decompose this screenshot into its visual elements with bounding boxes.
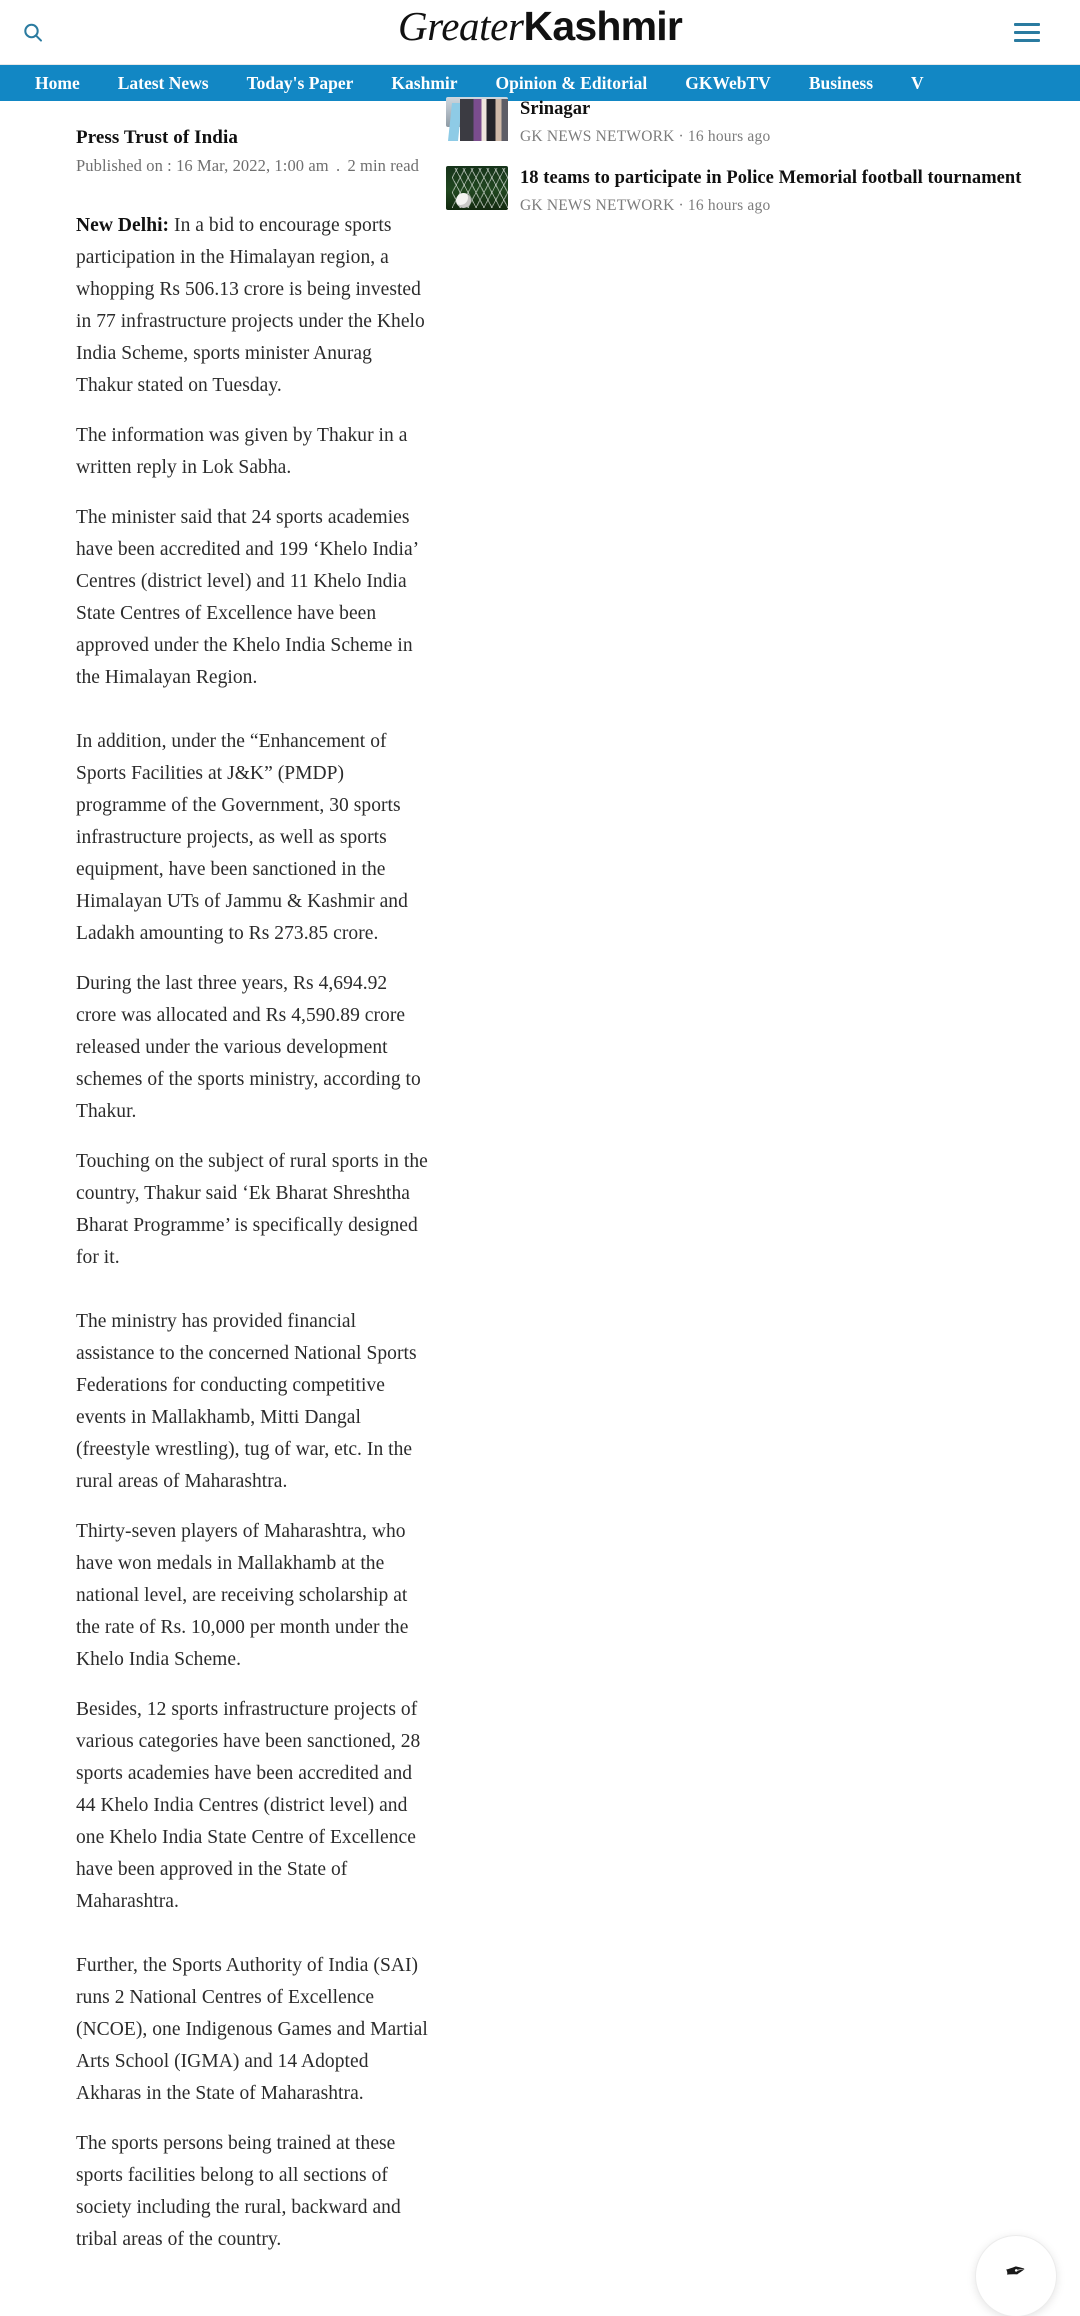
story-text [520,166,1080,215]
pen-icon: ✒ [1002,2255,1030,2288]
football-goal-thumbnail [446,166,508,210]
nav-item-latest-news[interactable]: Latest News [117,73,209,93]
read-time: 2 min read [347,156,419,175]
article-paragraph: Touching on the subject of rural sports in the country, Thakur said ‘Ek Bharat Shreshtha Bharat Programme’ is specifically designed for it. [76,1151,428,1268]
nav-item-business[interactable]: Business [808,73,874,93]
story-title[interactable]: 18 teams to participate in Police Memorial football tournament [520,168,1022,188]
hamburger-bar-3 [1014,39,1040,42]
article-paragraph: Besides, 12 sports infrastructure projects of various categories have been sanctioned, 28 sports academies have been accredited and 44 Khelo India Centres (district level) and one Khelo India State Centre of Excellence have been approved in the State of Maharashtra. [76,1699,421,1912]
logo-word-greater: Greater [398,3,524,49]
main-navigation[interactable] [0,65,1080,101]
article-paragraph [76,210,430,402]
hamburger-bar-1 [1014,23,1040,26]
nav-item-opinion-editorial[interactable]: Opinion & Editorial [495,73,648,93]
article-meta [76,156,430,176]
hamburger-bar-2 [1014,31,1040,34]
story-meta [520,128,1080,146]
sidebar-column [430,101,1080,235]
logo-word-kashmir: Kashmir [523,3,682,49]
article-column [0,101,430,2274]
story-source: GK NEWS NETWORK [520,128,675,145]
nav-item-todays-paper[interactable]: Today's Paper [246,73,354,93]
article-author: Press Trust of India [76,127,238,148]
floating-action-button[interactable] [976,2236,1056,2316]
byline [76,127,430,176]
meta-separator: . [335,156,341,175]
site-logo[interactable] [0,3,1080,49]
story-time: 16 hours ago [687,128,771,145]
list-item[interactable] [446,166,1080,215]
list-item[interactable] [446,97,1080,146]
page-content [0,99,1080,2288]
article-paragraph: The information was given by Thakur in a written reply in Lok Sabha. [76,425,408,478]
article-paragraph: During the last three years, Rs 4,694.92 crore was allocated and Rs 4,590.89 crore released under the various development schemes of the sports ministry, according to Thakur. [76,973,421,1122]
story-time: 16 hours ago [687,197,771,214]
site-masthead [0,0,1080,65]
story-meta-separator: · [678,128,684,145]
nav-item-kashmir[interactable]: Kashmir [391,73,458,93]
nav-item-home[interactable]: Home [35,73,80,93]
story-source: GK NEWS NETWORK [520,197,675,214]
article-paragraph: The minister said that 24 sports academies have been accredited and 199 ‘Khelo India’ Centres (district level) and 11 Khelo India State Centres of Excellence have been approved under the Khelo India Scheme in the Himalayan Region. [76,507,418,688]
article-paragraph: In addition, under the “Enhancement of Sports Facilities at J&K” (PMDP) programme of the Government, 30 sports infrastructure projects, as well as sports equipment, have been sanctioned in the Himalayan UTs of Jammu & Kashmir and Ladakh amounting to Rs 273.85 crore. [76,731,408,944]
people-photo-thumbnail [446,97,508,127]
paragraph-text: In a bid to encourage sports participation in the Himalayan region, a whopping Rs 506.13 crore is being invested in 77 infrastructure projects under the Khelo India Scheme, sports minister Anurag Thakur stated on Tuesday. [76,215,425,396]
published-label: Published on : [76,156,172,175]
hamburger-menu-icon[interactable] [1014,16,1044,48]
article-paragraph: Further, the Sports Authority of India (SAI) runs 2 National Centres of Excellence (NCOE), one Indigenous Games and Martial Arts School (IGMA) and 14 Adopted Akharas in the State of Maharashtra. [76,1955,428,2104]
article-paragraph: The sports persons being trained at these sports facilities belong to all sections of society including the rural, backward and tribal areas of the country. [76,2133,401,2250]
story-title[interactable]: Srinagar [520,99,591,119]
article-paragraph: Thirty-seven players of Maharashtra, who have won medals in Mallakhamb at the national level, are receiving scholarship at the rate of Rs. 10,000 per month under the Khelo India Scheme. [76,1521,409,1670]
article-body [76,210,430,2256]
nav-item-gkwebtv[interactable]: GKWebTV [685,73,771,93]
story-meta [520,197,1080,215]
published-date: 16 Mar, 2022, 1:00 am [176,156,329,175]
article-paragraph: The ministry has provided financial assistance to the concerned National Sports Federations for conducting competitive events in Mallakhamb, Mitti Dangal (freestyle wrestling), tug of war, etc. In the rural areas of Maharashtra. [76,1311,417,1492]
story-meta-separator: · [678,197,684,214]
paragraph-lead: New Delhi: [76,215,170,236]
story-text [520,97,1080,146]
nav-item-more[interactable]: V [911,73,924,93]
